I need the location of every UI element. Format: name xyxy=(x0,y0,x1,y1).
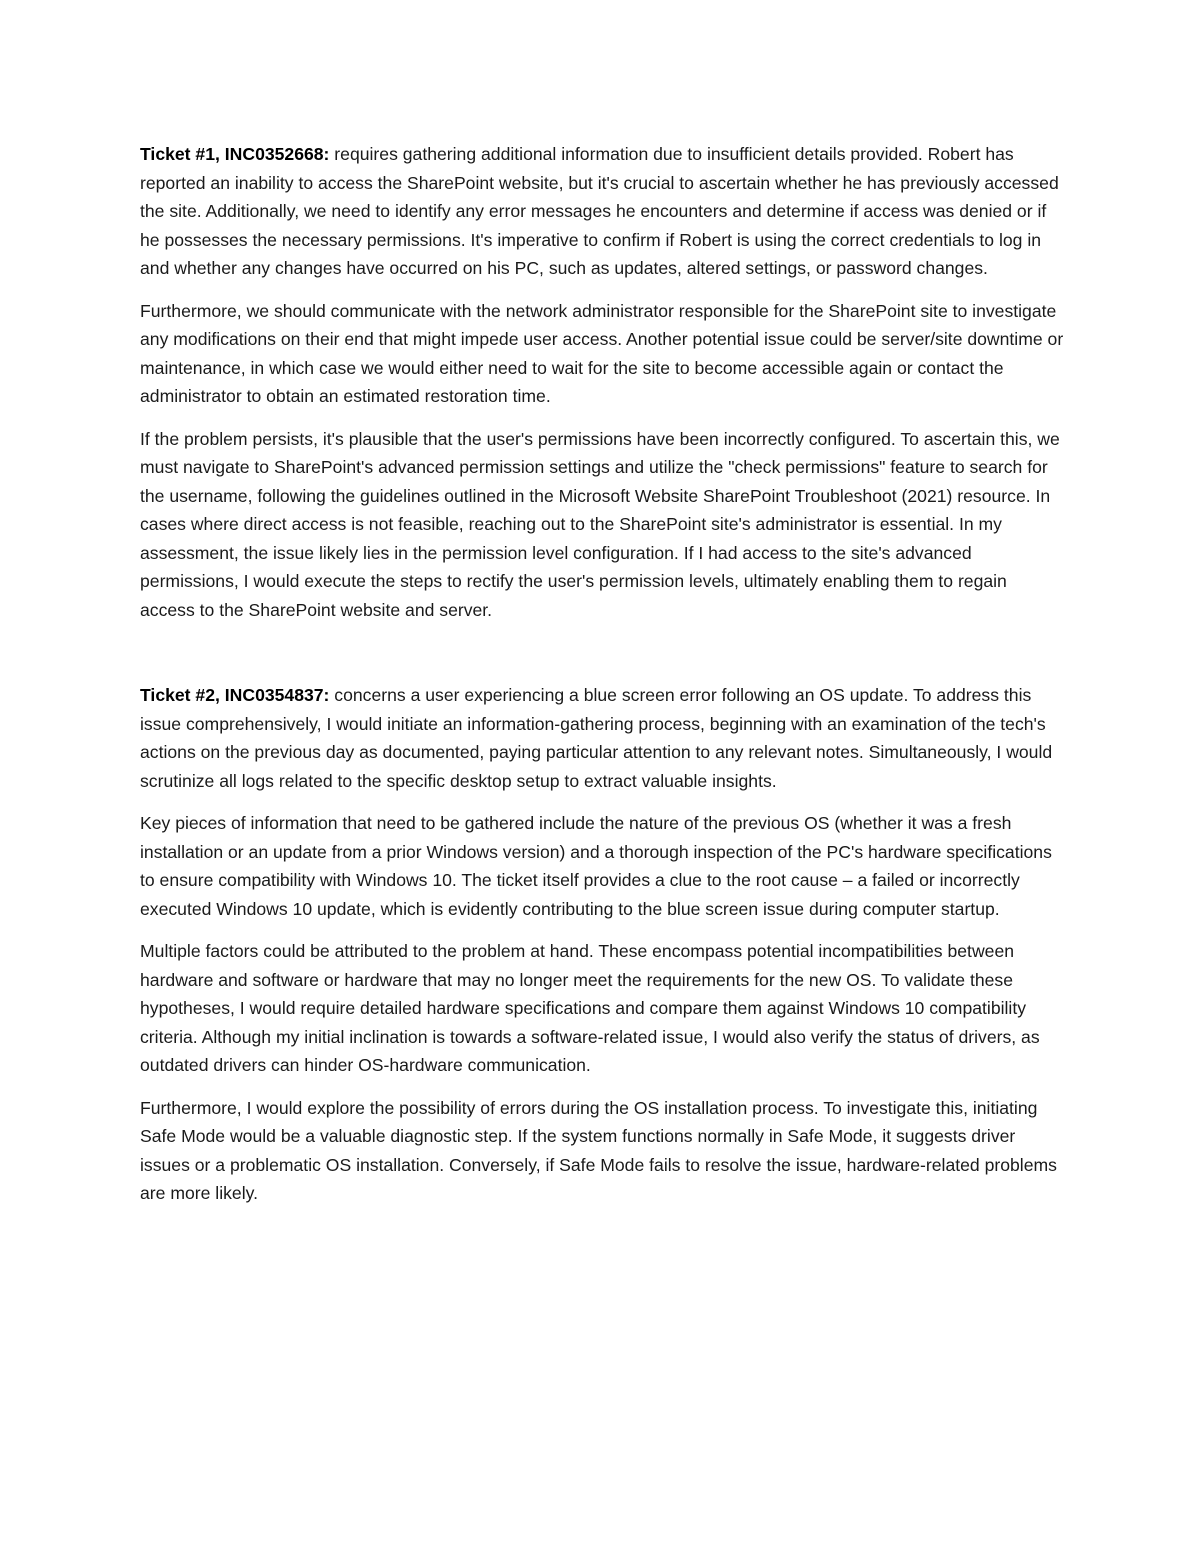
document-page xyxy=(140,140,1064,1222)
ticket-2-paragraph-3: Multiple factors could be attributed to the problem at hand. These encompass potential incompatibilities between hardware and software or hardware that may no longer meet the requirements for the new OS. To validate these hypotheses, I would require detailed hardware specifications and compare them against Windows 10 compatibility criteria. Although my initial inclination is towards a software-related issue, I would also verify the status of drivers, as outdated drivers can hinder OS-hardware communication. xyxy=(140,941,1040,1075)
ticket-1-paragraph-1 xyxy=(140,140,1064,283)
ticket-2-paragraph-1 xyxy=(140,681,1064,795)
section-spacer xyxy=(140,638,1064,681)
ticket-2-heading: Ticket #2, INC0354837: xyxy=(140,685,330,705)
ticket-1-heading: Ticket #1, INC0352668: xyxy=(140,144,330,164)
ticket-2-paragraph-1-text: concerns a user experiencing a blue screen error following an OS update. To address this issue comprehensively, I would initiate an information-gathering process, beginning with an examination of the tech's actions on the previous day as documented, paying particular attention to any relevant notes. Simultaneously, I would scrutinize all logs related to the specific desktop setup to extract valuable insights. xyxy=(140,685,1053,791)
ticket-2-paragraph-2: Key pieces of information that need to be gathered include the nature of the previous OS (whether it was a fresh installation or an update from a prior Windows version) and a thorough inspection of the PC's hardware specifications to ensure compatibility with Windows 10. The ticket itself provides a clue to the root cause – a failed or incorrectly executed Windows 10 update, which is evidently contributing to the blue screen issue during computer startup. xyxy=(140,813,1052,919)
ticket-1-paragraph-2: Furthermore, we should communicate with the network administrator responsible for the SharePoint site to investigate any modifications on their end that might impede user access. Another potential issue could be server/site downtime or maintenance, in which case we would either need to wait for the site to become accessible again or contact the administrator to obtain an estimated restoration time. xyxy=(140,300,1064,406)
ticket-2-section xyxy=(140,681,1064,1208)
ticket-1-paragraph-3: If the problem persists, it's plausible that the user's permissions have been incorrectly configured. To ascertain this, we must navigate to SharePoint's advanced permission settings and utilize the "check permissions" feature to search for the username, following the guidelines outlined in the Microsoft Website SharePoint Troubleshoot (2021) resource. In cases where direct access is not feasible, reaching out to the SharePoint site's administrator is essential. In my assessment, the issue likely lies in the permission level configuration. If I had access to the site's advanced permissions, I would execute the steps to rectify the user's permission levels, ultimately enabling them to regain access to the SharePoint website and server. xyxy=(140,428,1060,620)
ticket-1-paragraph-1-text: requires gathering additional information due to insufficient details provided. Robert has reported an inability to access the SharePoint website, but it's crucial to ascertain whether he has previously accessed the site. Additionally, we need to identify any error messages he encounters and determine if access was denied or if he possesses the necessary permissions. It's imperative to confirm if Robert is using the correct credentials to log in and whether any changes have occurred on his PC, such as updates, altered settings, or password changes. xyxy=(140,144,1059,278)
ticket-2-paragraph-4: Furthermore, I would explore the possibility of errors during the OS installation process. To investigate this, initiating Safe Mode would be a valuable diagnostic step. If the system functions normally in Safe Mode, it suggests driver issues or a problematic OS installation. Conversely, if Safe Mode fails to resolve the issue, hardware-related problems are more likely. xyxy=(140,1097,1057,1203)
ticket-1-section xyxy=(140,140,1064,624)
